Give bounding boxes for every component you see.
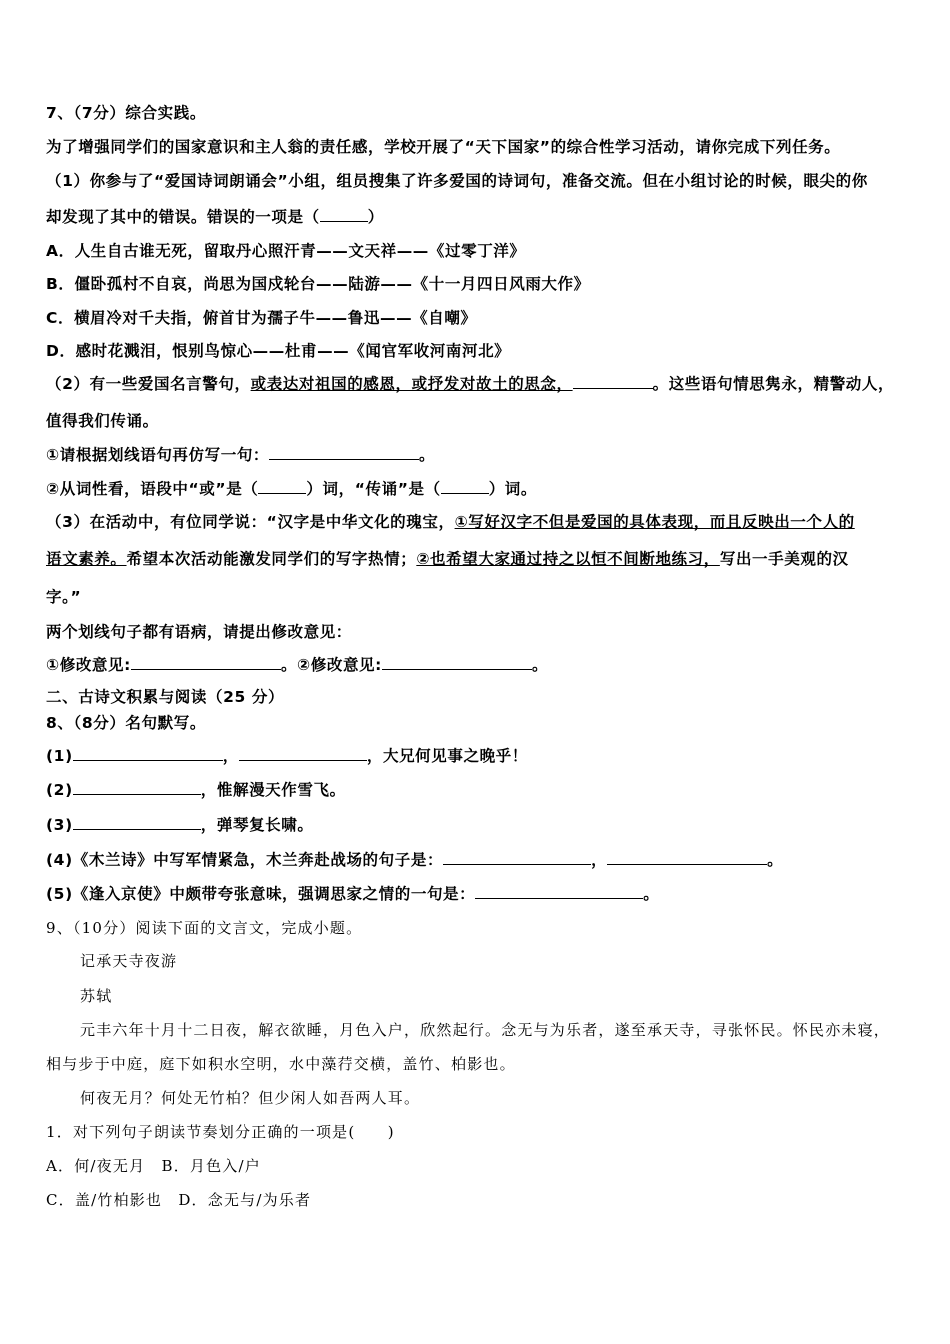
answer-blank[interactable] xyxy=(443,850,591,865)
answer-blank[interactable] xyxy=(239,746,367,761)
q8-line4-text: (4)《木兰诗》中写军情紧急，木兰奔赴战场的句子是： xyxy=(46,851,444,869)
comma: ， xyxy=(222,747,239,765)
q7-intro: 为了增强同学们的国家意识和主人翁的责任感，学校开展了“天下国家”的综合性学习活动，请你完成下列任务。 xyxy=(46,138,841,156)
q7-part2-lead: （2）有一些爱国名言警句， xyxy=(46,375,251,393)
q8-line1 xyxy=(46,746,528,766)
q8-line5-text: (5)《逢入京使》中颇带夸张意味，强调思家之情的一句是： xyxy=(46,885,476,903)
underlined-sentence: 或表达对祖国的感恩，或抒发对故土的思念， xyxy=(250,375,573,393)
answer-blank[interactable] xyxy=(607,850,767,865)
q7-part1-question: 却发现了其中的错误。错误的一项是（ xyxy=(46,208,320,226)
q7-option-c: C．横眉冷对千夫指，俯首甘为孺子牛——鲁迅——《自嘲》 xyxy=(46,309,477,327)
fix-label-2: 。②修改意见: xyxy=(280,656,382,674)
q7-part2-line1 xyxy=(46,374,894,394)
q8-line5 xyxy=(46,884,659,904)
underlined-sentence: ①写好汉字不但是爱国的具体表现，而且反映出一个人的 xyxy=(454,513,855,531)
q8-line2-text: ，惟解漫天作雪飞。 xyxy=(200,781,346,799)
item-number: (2) xyxy=(46,781,73,799)
answer-blank[interactable] xyxy=(573,374,653,389)
q7-part1-line2 xyxy=(46,207,384,227)
answer-blank[interactable] xyxy=(258,479,306,494)
period: 。 xyxy=(531,656,549,674)
period: 。 xyxy=(419,446,436,464)
period: 。 xyxy=(643,885,660,903)
q7-part2-tail: 。这些语句情思隽永，精警动人， xyxy=(652,375,895,393)
q9-header: 9、（10分）阅读下面的文言文，完成小题。 xyxy=(46,919,363,937)
underlined-sentence: ②也希望大家通过持之以恒不间断地练习， xyxy=(416,550,720,568)
q7-part2-q2-text: ）词，“传诵”是（ xyxy=(306,480,441,498)
passage-author: 苏轼 xyxy=(80,987,113,1005)
q7-option-a: A．人生自古谁无死，留取丹心照汗青——文天祥——《过零丁洋》 xyxy=(46,242,526,260)
passage-title: 记承天寺夜游 xyxy=(80,952,178,970)
answer-blank[interactable] xyxy=(269,445,419,460)
q7-option-d: D．感时花溅泪，恨别鸟惊心——杜甫——《闻官军收河南河北》 xyxy=(46,342,511,360)
answer-blank[interactable] xyxy=(475,884,643,899)
period: 。 xyxy=(767,851,784,869)
section-2-heading: 二、古诗文积累与阅读（25 分） xyxy=(46,688,285,706)
q7-part1-line1: （1）你参与了“爱国诗词朗诵会”小组，组员搜集了许多爱国的诗词句，准备交流。但在小组讨论的时候，眼尖的你 xyxy=(46,172,868,190)
passage-para2: 何夜无月？何处无竹柏？但少闲人如吾两人耳。 xyxy=(80,1089,421,1107)
passage-para1-line2: 相与步于中庭，庭下如积水空明，水中藻荇交横，盖竹、柏影也。 xyxy=(46,1055,516,1073)
passage-para1-line1: 元丰六年十月十二日夜，解衣欲睡，月色入户，欣然起行。念无与为乐者，遂至承天寺，寻张怀民。怀民亦未寝， xyxy=(80,1021,891,1039)
q8-line2 xyxy=(46,780,346,800)
underlined-sentence: 语文素养。 xyxy=(46,550,127,568)
q7-part3-lead: （3）在活动中，有位同学说：“汉字是中华文化的瑰宝， xyxy=(46,513,455,531)
answer-blank[interactable] xyxy=(73,780,201,795)
q7-header: 7、（7分）综合实践。 xyxy=(46,104,206,122)
q8-line4 xyxy=(46,850,783,870)
q7-part2-q2 xyxy=(46,479,537,499)
q7-part2-q2-text: ）词。 xyxy=(488,480,537,498)
q9-sub1-question: 1．对下列句子朗读节奏划分正确的一项是( ) xyxy=(46,1123,395,1141)
paren-close: ） xyxy=(367,208,384,226)
answer-blank[interactable] xyxy=(382,655,532,670)
answer-blank[interactable] xyxy=(131,655,281,670)
q9-sub1-options-cd: C．盖/竹柏影也 D．念无与/为乐者 xyxy=(46,1191,312,1209)
answer-blank[interactable] xyxy=(73,815,201,830)
answer-blank[interactable] xyxy=(73,746,223,761)
comma: ， xyxy=(591,851,608,869)
q7-part3-mid: 希望本次活动能激发同学们的写字热情； xyxy=(126,550,417,568)
q7-part3-line2 xyxy=(46,549,849,569)
q8-line3 xyxy=(46,815,313,835)
q8-line3-text: ，弹琴复长啸。 xyxy=(200,816,314,834)
q7-part3-line1 xyxy=(46,512,855,532)
item-number: (1) xyxy=(46,747,73,765)
q7-part3-note: 两个划线句子都有语病，请提出修改意见： xyxy=(46,623,352,641)
q7-part2-line2: 值得我们传诵。 xyxy=(46,412,159,430)
item-number: (3) xyxy=(46,816,73,834)
q7-part3-line3: 字。” xyxy=(46,588,82,606)
answer-blank[interactable] xyxy=(441,479,489,494)
q9-sub1-options-ab: A．何/夜无月 B．月色入/户 xyxy=(46,1157,261,1175)
fix-label-1: ①修改意见: xyxy=(46,656,131,674)
q7-part2-q1 xyxy=(46,445,435,465)
q7-part2-q2-text: ②从词性看，语段中“或”是（ xyxy=(46,480,259,498)
answer-blank[interactable] xyxy=(320,207,368,222)
q8-line1-text: ，大兄何见事之晚乎！ xyxy=(366,747,528,765)
q7-part3-fixes xyxy=(46,655,548,675)
q7-part2-q1-text: ①请根据划线语句再仿写一句： xyxy=(46,446,270,464)
q7-part3-tail: 写出一手美观的汉 xyxy=(719,550,849,568)
q8-header: 8、（8分）名句默写。 xyxy=(46,714,206,732)
q7-option-b: B．僵卧孤村不自哀，尚思为国戍轮台——陆游——《十一月四日风雨大作》 xyxy=(46,275,590,293)
